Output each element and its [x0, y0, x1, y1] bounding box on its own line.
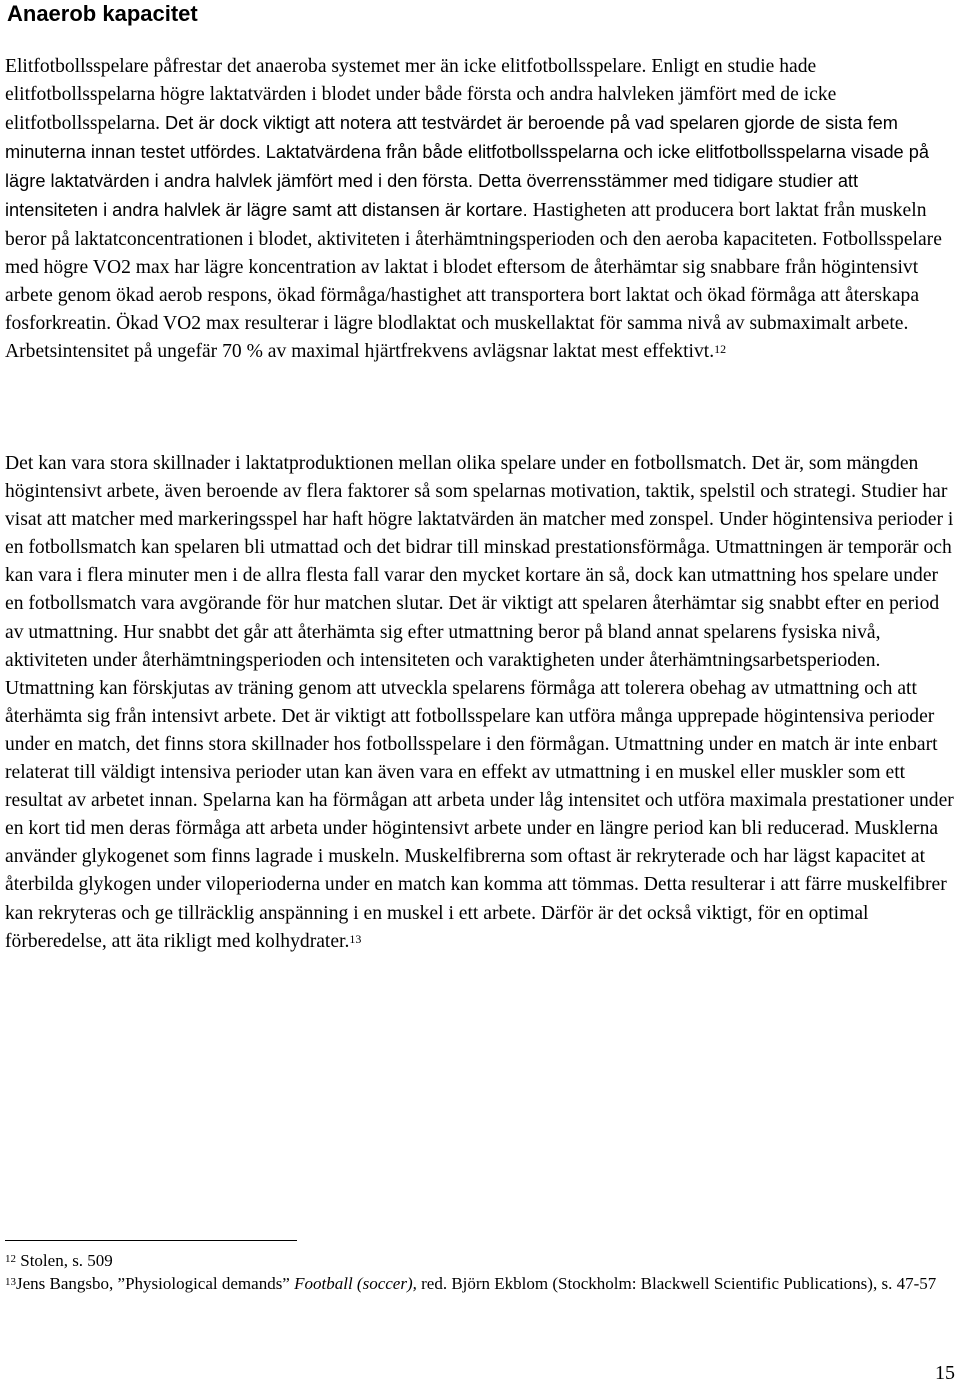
- paragraph-anaerobic-capacity: [5, 53, 955, 366]
- sentence: Hastigheten att producera bort laktat från muskeln beror på laktatconcentrationen i blodet, aktiviteten i återhämtningsperioden och den aeroba kapaciteten.: [5, 200, 927, 250]
- footnote-item: [5, 1272, 955, 1295]
- paragraph-lactate-production: [5, 450, 955, 956]
- sentence: Detta överrensstämmer med tidigare studier att intensiteten i andra halvlek är lägre samt att distansen är kortare.: [5, 171, 859, 221]
- sentence: Laktatvärdena från både elitfotbollsspelarna och icke elitfotbollsspelarna visade på lägre laktatvärden i andra halvlek jämfört med i den första.: [5, 142, 929, 192]
- sentence: Fotbollsspelare med högre VO2 max har lägre koncentration av laktat i blodet eftersom de återhämtar sig snabbare från högintensivt arbete genom ökad aerob respons, ökad förmåga/hastighet att transportera bort laktat och ökad förmåga att återskapa fosforkreatin. Ökad VO2 max resulterar i lägre blodlaktat och muskellaktat för samma nivå av submaximalt arbete. Arbetsintensitet på ungefär 70 % av maximal hjärtfrekvens avlägsnar laktat mest effektivt.: [5, 228, 942, 362]
- section-heading: Anaerob kapacitet: [7, 1, 198, 26]
- footnote-text: Jens Bangsbo, ”Physiological demands”: [16, 1274, 290, 1293]
- footnote-marker: 12: [5, 1253, 16, 1265]
- footnote-reference[interactable]: 13: [349, 931, 362, 946]
- footnote-marker: 13: [5, 1276, 16, 1288]
- sentence: Det är dock viktigt att notera att testvärdet är beroende på vad spelaren gjorde de sista fem minuterna innan testet utfördes.: [5, 113, 898, 163]
- footnote-text: Stolen, s. 509: [16, 1251, 113, 1270]
- footnote-text: red. Björn Ekblom (Stockholm: Blackwell Scientific Publications), s. 47-57: [416, 1274, 937, 1293]
- paragraph-text: Det kan vara stora skillnader i laktatproduktionen mellan olika spelare under en fotbollsmatch. Det är, som mängden högintensivt arbete, även beroende av flera faktorer så som spelarnas motivation, taktik, spelstil och strategi. Studier har visat att matcher med markeringsspel har haft högre laktatvärden än matcher med zonspel. Under högintensiva perioder i en fotbollsmatch kan spelaren bli utmattad och det bidrar till minskad prestationsförmåga. Utmattningen är temporär och kan vara i flera minuter men i de allra flesta fall varar den mycket kortare än så, dock kan utmattning hos spelare under en fotbollsmatch vara avgörande för hur matchen slutar. Det är viktigt att spelaren återhämtar sig snabbt efter en period av utmattning. Hur snabbt det går att återhämta sig efter utmattning beror på bland annat spelarens fysiska nivå, aktiviteten under återhämtningsperioden och intensiteten och varaktigheten under återhämtningsarbetsperioden. Utmattning kan förskjutas av träning genom att utveckla spelarens förmåga att tolerera obehag av utmattning och att återhämta sig från intensivt arbete. Det är viktigt att fotbollsspelare kan utföra många upprepade högintensiva perioder under en match, det finns stora skillnader hos fotbollsspelare i den förmågan. Utmattning under en match är inte enbart relaterat till väldigt intensiva perioder utan kan även vara en effekt av utmattning i en muskel eller muskler som ett resultat av arbetet innan. Spelarna kan ha förmågan att arbeta under låg intensitet och utföra maximala prestationer under en kort tid men deras förmåga att arbeta under högintensivt arbete under en längre period kan bli reducerad. Musklerna använder glykogenet som finns lagrade i muskeln. Muskelfibrerna som oftast är rekryterade och har lägst kapacitet at återbilda glykogen under viloperioderna under en match kan komma att tömmas. Detta resulterar i att färre muskelfibrer kan rekryteras och ge tillräcklig anspänning i en muskel i ett arbete. Därför är det också viktigt, för en optimal förberedelse, att äta rikligt med kolhydrater.: [5, 453, 954, 952]
- page-number: 15: [935, 1362, 955, 1384]
- footnote-italic-title: Football (soccer),: [294, 1274, 417, 1293]
- footnote-reference[interactable]: 12: [714, 341, 727, 356]
- sentence: Elitfotbollsspelare påfrestar det anaeroba systemet mer än icke elitfotbollsspelare. Enligt en studie hade elitfotbollsspelarna högre laktatvärden i blodet under både första och andra halvleken jämfört med de icke elitfotbollsspelarna.: [5, 56, 837, 135]
- footnote-item: [5, 1249, 955, 1272]
- footnote-separator: [5, 1240, 297, 1241]
- footnotes: [5, 1249, 955, 1295]
